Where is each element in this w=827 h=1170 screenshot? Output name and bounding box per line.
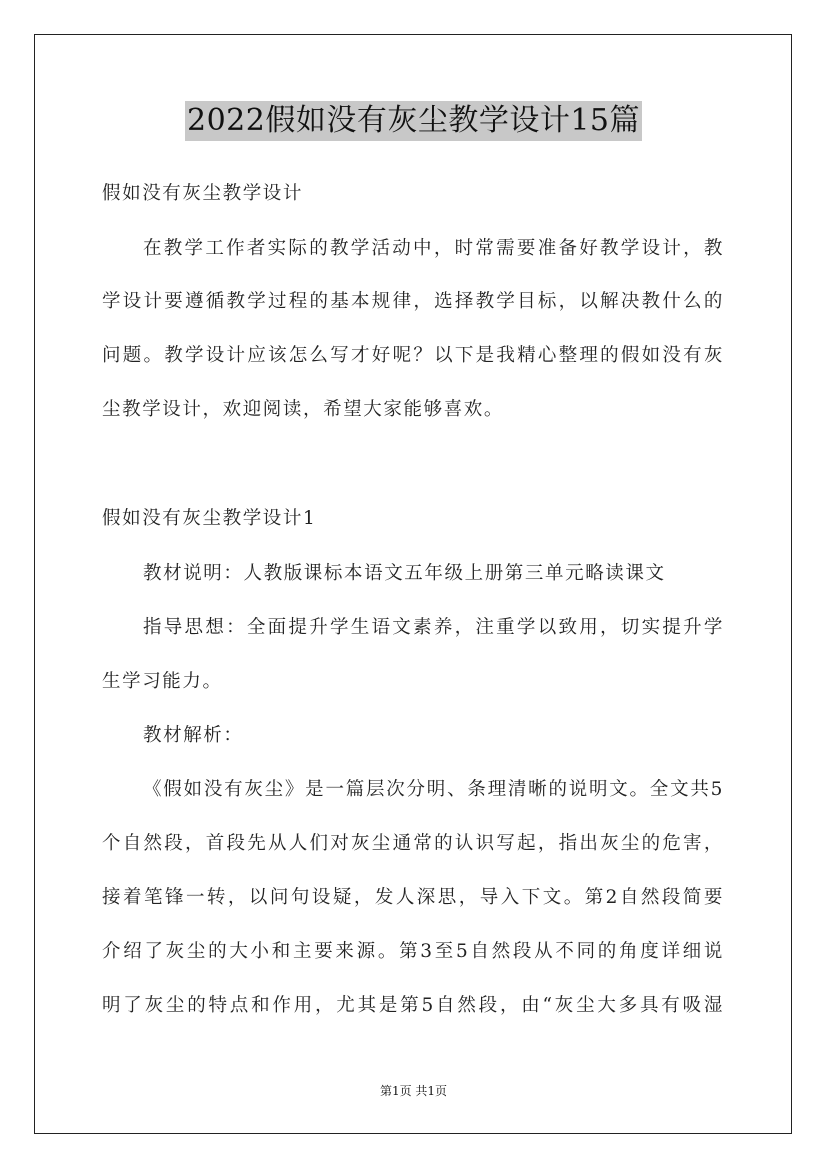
paragraph-line: 介绍了灰尘的大小和主要来源。第3至5自然段从不同的角度详细说 (102, 941, 724, 962)
paragraph-line: 明了灰尘的特点和作用，尤其是第5自然段，由“灰尘大多具有吸湿 (102, 995, 724, 1016)
page-footer: 第1页 共1页 (379, 1084, 448, 1098)
paragraph-line: 指导思想：全面提升学生语文素养，注重学以致用，切实提升学 (143, 617, 724, 638)
section-heading: 假如没有灰尘教学设计 (102, 183, 304, 204)
paragraph-line: 教材说明：人教版课标本语文五年级上册第三单元略读课文 (143, 563, 666, 584)
paragraph-line: 问题。教学设计应该怎么写才好呢？以下是我精心整理的假如没有灰 (102, 345, 724, 366)
section-heading: 假如没有灰尘教学设计1 (102, 508, 317, 529)
paragraph-line: 生学习能力。 (102, 671, 223, 692)
document-title: 2022假如没有灰尘教学设计15篇 (185, 101, 642, 141)
title-container (0, 101, 827, 141)
paragraph-line: 在教学工作者实际的教学活动中，时常需要准备好教学设计，教 (143, 238, 724, 259)
paragraph-line: 《假如没有灰尘》是一篇层次分明、条理清晰的说明文。全文共5 (143, 779, 724, 800)
paragraph-line: 个自然段，首段先从人们对灰尘通常的认识写起，指出灰尘的危害， (102, 833, 724, 854)
paragraph-line: 学设计要遵循教学过程的基本规律，选择教学目标，以解决教什么的 (102, 291, 724, 312)
paragraph-line: 接着笔锋一转，以问句设疑，发人深思，导入下文。第2自然段简要 (102, 887, 724, 908)
paragraph-line: 尘教学设计，欢迎阅读，希望大家能够喜欢。 (102, 399, 505, 420)
paragraph-line: 教材解析： (143, 725, 244, 746)
